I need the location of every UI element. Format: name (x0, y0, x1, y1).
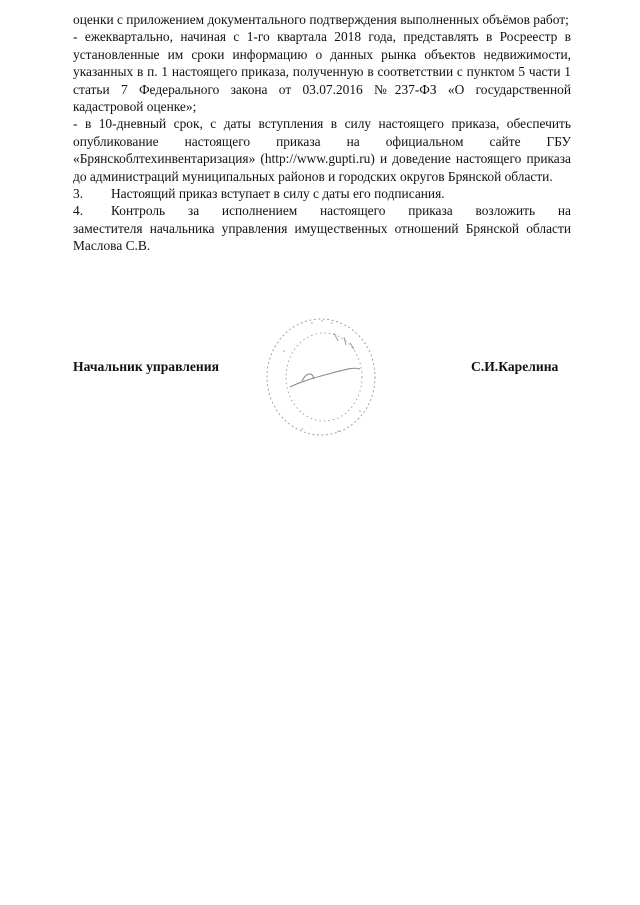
seal-stamp (262, 311, 380, 447)
paragraph-rosreestr: - ежеквартально, начиная с 1-го квартала 2018 года, представлять в Росреестр в установленные им сроки информацию о данных рынка объектов недвижимости, указанных в п. 1 настоящего приказа, полученную в соответствии с пунктом 5 части 1 статьи 7 Федерального закона от 03.07.2016 №237-ФЗ «О государственной кадастровой оценке»; (73, 29, 571, 115)
document-body (73, 11, 571, 255)
item-3 (73, 185, 571, 202)
signatory-name: С.И.Карелина (471, 359, 559, 374)
item-4-continuation: заместителя начальника управления имущественных отношений Брянской области Маслова С.В. (73, 220, 571, 254)
item-text: Контроль за исполнением настоящего приказа возложить на (111, 203, 571, 219)
signatory-position: Начальник управления (73, 359, 219, 374)
item-4 (73, 202, 571, 219)
item-text: Настоящий приказ вступает в силу с даты его подписания. (111, 186, 445, 202)
item-number: 3. (73, 186, 84, 202)
item-number: 4. (73, 203, 84, 219)
paragraph-publication: - в 10-дневный срок, с даты вступления в силу настоящего приказа, обеспечить опубликование настоящего приказа на официальном сайте ГБУ «Брянскоблтехинвентаризация» (http://www.gupti.ru) и доведение настоящего приказа до администраций муниципальных районов и городских округов Брянской области. (73, 116, 571, 184)
paragraph-continuation: оценки с приложением документального подтверждения выполненных объёмов работ; (73, 12, 569, 27)
